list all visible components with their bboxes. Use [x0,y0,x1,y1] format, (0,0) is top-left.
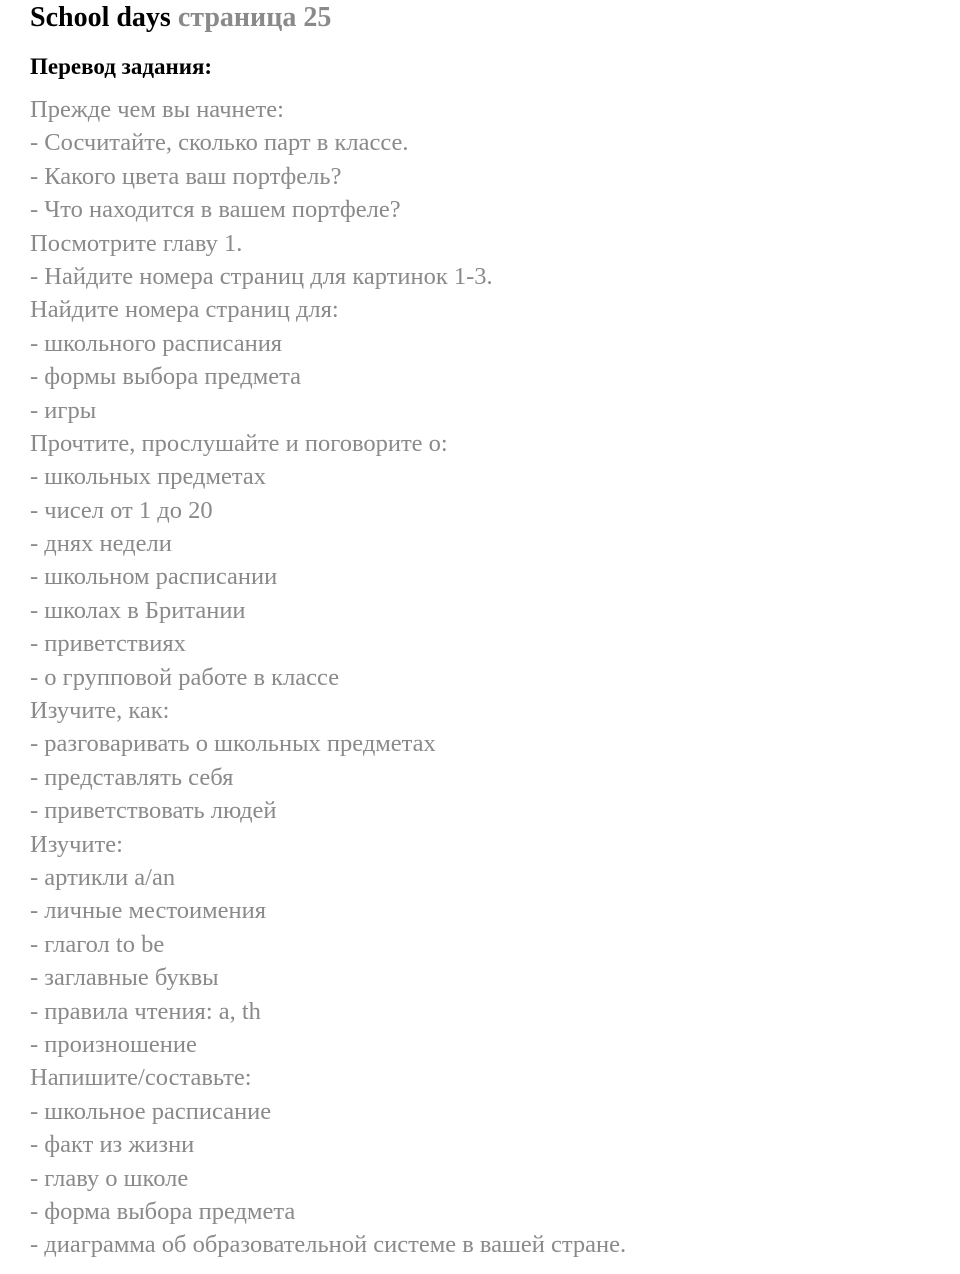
text-line: - главу о школе [30,1164,189,1192]
text-line: Найдите номера страниц для: [30,296,339,324]
text-line: - Найдите номера страниц для картинок 1-3. [30,262,493,290]
text-line: Прочтите, прослушайте и поговорите о: [30,429,448,457]
page-title [30,0,331,36]
task-text-list [30,93,626,1262]
text-line: - произношение [30,1030,197,1058]
text-line: - школьное расписание [30,1097,272,1125]
text-line: - игры [30,396,97,424]
text-line: - форма выбора предмета [30,1197,296,1225]
text-line: - формы выбора предмета [30,363,302,391]
text-line: - артикли a/an [30,863,176,891]
text-line: Прежде чем вы начнете: [30,96,284,123]
text-line: - приветствовать людей [30,797,277,825]
text-line: - чисел от 1 до 20 [30,496,213,524]
text-line: Изучите: [30,830,123,858]
text-line: Изучите, как: [30,697,170,725]
text-line: - днях недели [30,530,172,558]
text-line: - заглавные буквы [30,964,219,992]
text-line: - школьном расписании [30,563,278,591]
text-line: - факт из жизни [30,1131,195,1159]
page-number-label: страница 25 [177,2,332,33]
text-line: Напишите/составьте: [30,1064,252,1092]
text-line: - правила чтения: a, th [30,997,261,1025]
section-heading: Перевод задания: [30,54,213,79]
text-line: - Какого цвета ваш портфель? [30,162,342,190]
text-line: - диаграмма об образовательной системе в вашей стране. [30,1231,627,1259]
text-line: - разговаривать о школьных предметах [30,730,436,758]
text-line: - Что находится в вашем портфеле? [30,196,401,224]
text-line: - школах в Британии [30,596,246,624]
text-line: - школьного расписания [30,329,283,357]
title-text: School days [30,2,171,33]
text-line: - представлять себя [30,763,234,791]
text-line: - о групповой работе в классе [30,663,340,691]
text-line: - личные местоимения [30,897,266,925]
text-line: - приветствиях [30,630,186,658]
text-line: - Сосчитайте, сколько парт в классе. [30,129,409,157]
text-line: - школьных предметах [30,463,266,491]
text-line: - глагол to be [30,930,165,958]
text-line: Посмотрите главу 1. [30,229,243,257]
